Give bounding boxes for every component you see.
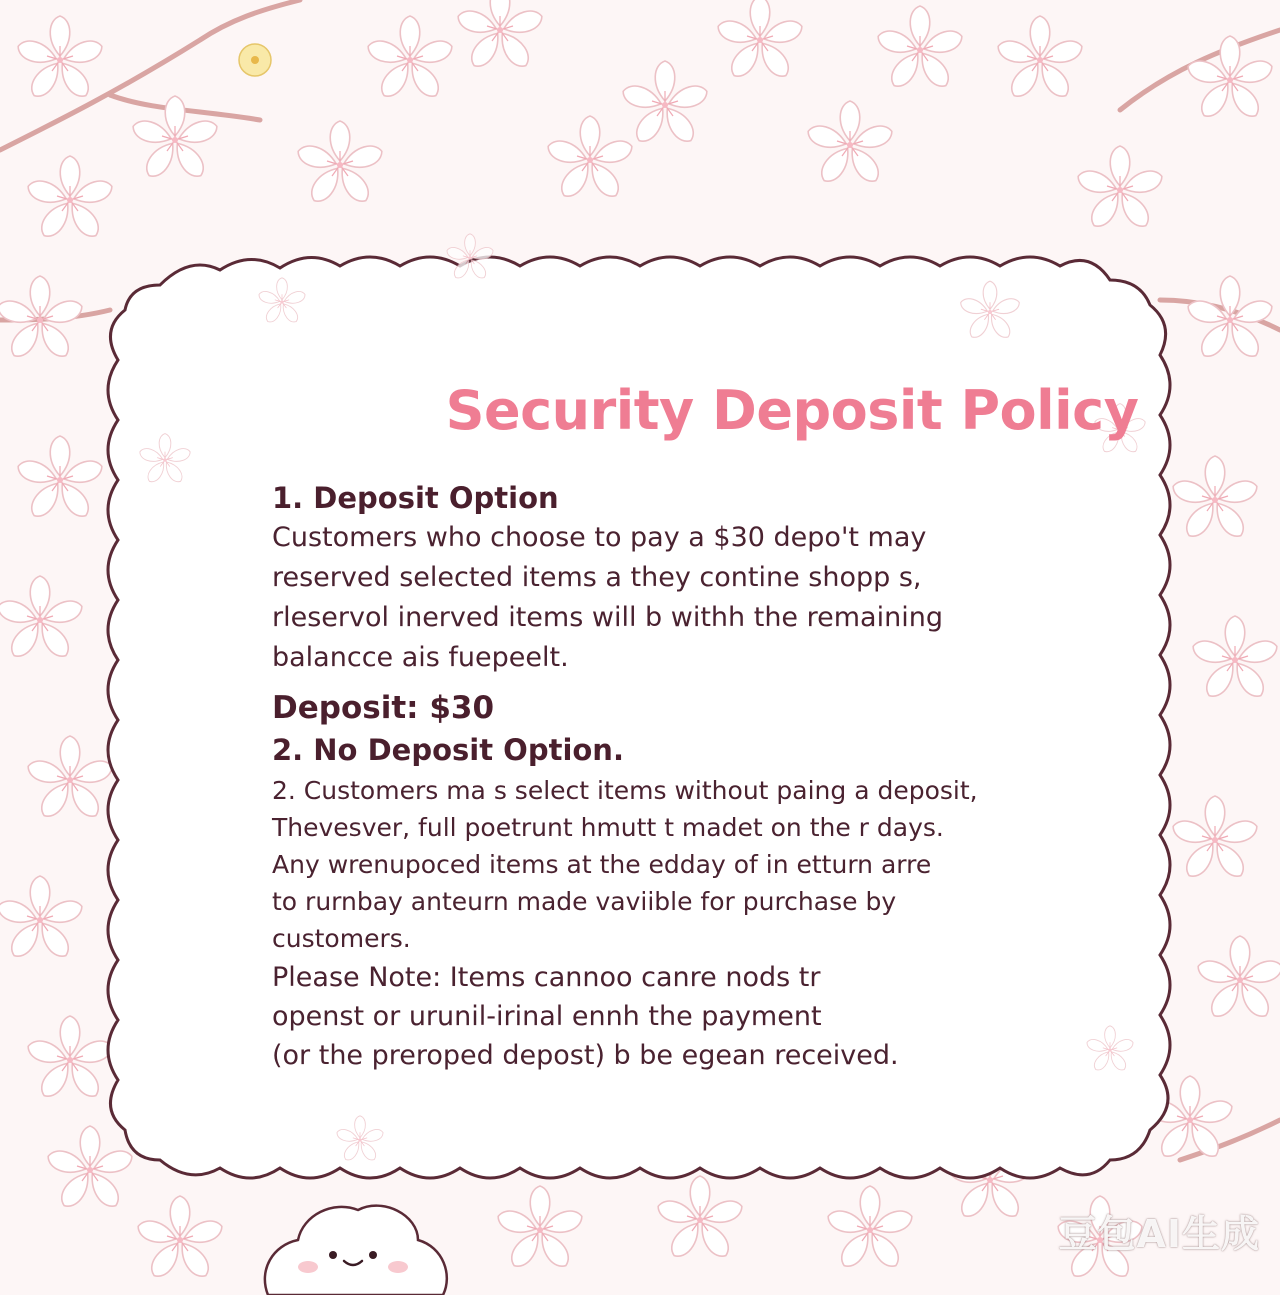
section2-line-4: to rurnbay anteurn made vaviible for purchase by (272, 887, 897, 916)
section2-line-5: customers. (272, 924, 411, 953)
section1-line-2: reserved selected items a they contine shopp s, (272, 562, 922, 593)
section1-line-3: rleservol inerved items will b withh the remaining (272, 602, 943, 633)
page-title: Security Deposit Policy (445, 379, 1139, 442)
note-line-3: (or the preroped depost) b be egean received. (272, 1040, 899, 1071)
note-paragraph (272, 958, 899, 1075)
section2-line-3: Any wrenupoced items at the edday of in etturn arre (272, 850, 932, 879)
note-line-2: openst or urunil-irinal ennh the payment (272, 1001, 822, 1032)
watermark: 豆包AI生成 (1058, 1212, 1260, 1256)
section1-line-4: balancce ais fuepeelt. (272, 642, 569, 673)
section2-line-1: 2. Customers ma s select items without paing a deposit, (272, 776, 978, 805)
section1-heading: 1. Deposit Option (272, 481, 559, 515)
title-wrap (152, 379, 1192, 454)
section1-paragraph (272, 518, 943, 678)
deposit-amount: Deposit: $30 (272, 690, 495, 726)
note-line-1: Please Note: Items cannoo canre nods tr (272, 962, 821, 993)
section1-line-1: Customers who choose to pay a $30 depo't may (272, 522, 927, 553)
section2-line-2: Thevesver, full poetrunt hmutt t madet on the r days. (272, 813, 944, 842)
section2-heading: 2. No Deposit Option. (272, 733, 624, 767)
mascot-icon (248, 1185, 458, 1295)
section2-paragraph (272, 772, 978, 957)
